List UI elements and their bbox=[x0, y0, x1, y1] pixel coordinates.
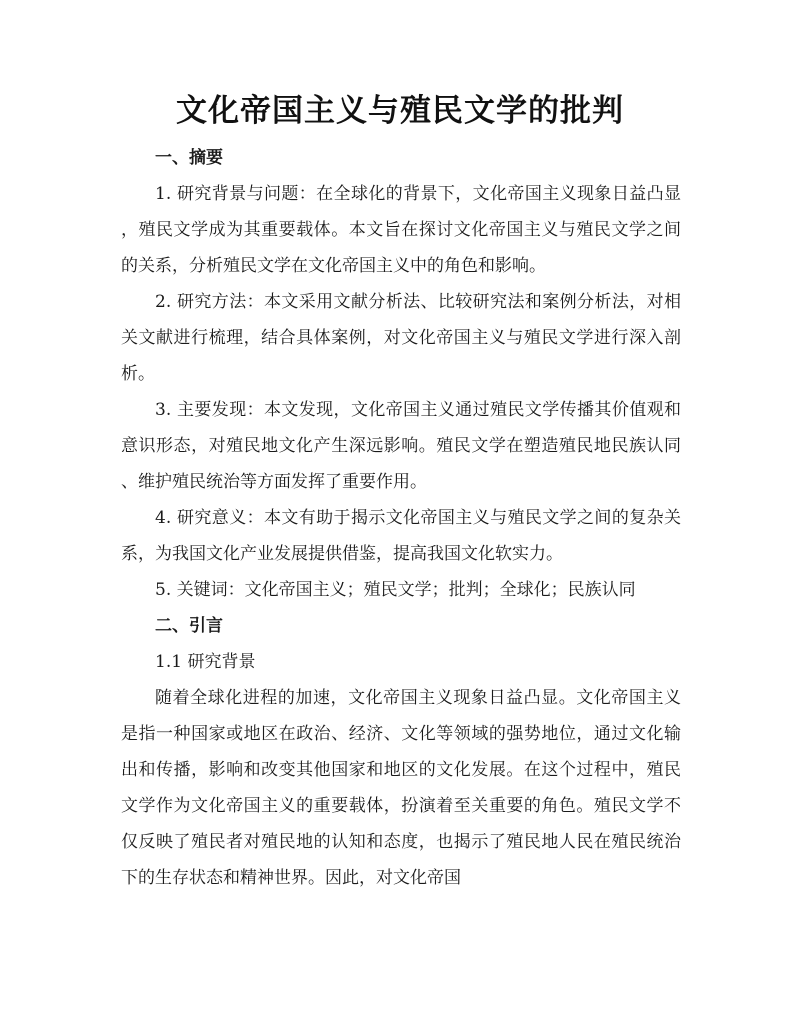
abstract-item-findings: 3. 主要发现：本文发现，文化帝国主义通过殖民文学传播其价值观和意识形态，对殖民地文化产生深远影响。殖民文学在塑造殖民地民族认同、维护殖民统治等方面发挥了重要作用。 bbox=[121, 400, 681, 492]
document-body bbox=[121, 140, 681, 896]
document-title: 文化帝国主义与殖民文学的批判 bbox=[176, 93, 624, 129]
subsection-heading-background: 1.1 研究背景 bbox=[155, 652, 256, 672]
abstract-item-methods: 2. 研究方法：本文采用文献分析法、比较研究法和案例分析法，对相关文献进行梳理，结合具体案例，对文化帝国主义与殖民文学进行深入剖析。 bbox=[121, 292, 681, 384]
section-heading-introduction: 二、引言 bbox=[155, 616, 223, 636]
abstract-item-background: 1. 研究背景与问题：在全球化的背景下，文化帝国主义现象日益凸显，殖民文学成为其重要载体。本文旨在探讨文化帝国主义与殖民文学之间的关系，分析殖民文学在文化帝国主义中的角色和影响。 bbox=[121, 184, 681, 276]
section-heading-abstract: 一、摘要 bbox=[155, 148, 223, 168]
introduction-paragraph: 随着全球化进程的加速，文化帝国主义现象日益凸显。文化帝国主义是指一种国家或地区在政治、经济、文化等领域的强势地位，通过文化输出和传播，影响和改变其他国家和地区的文化发展。在这个过程中，殖民文学作为文化帝国主义的重要载体，扮演着至关重要的角色。殖民文学不仅反映了殖民者对殖民地的认知和态度，也揭示了殖民地人民在殖民统治下的生存状态和精神世界。因此，对文化帝国 bbox=[121, 688, 681, 888]
abstract-item-keywords: 5. 关键词：文化帝国主义；殖民文学；批判；全球化；民族认同 bbox=[155, 580, 636, 600]
abstract-item-significance: 4. 研究意义：本文有助于揭示文化帝国主义与殖民文学之间的复杂关系，为我国文化产业发展提供借鉴，提高我国文化软实力。 bbox=[121, 508, 681, 564]
